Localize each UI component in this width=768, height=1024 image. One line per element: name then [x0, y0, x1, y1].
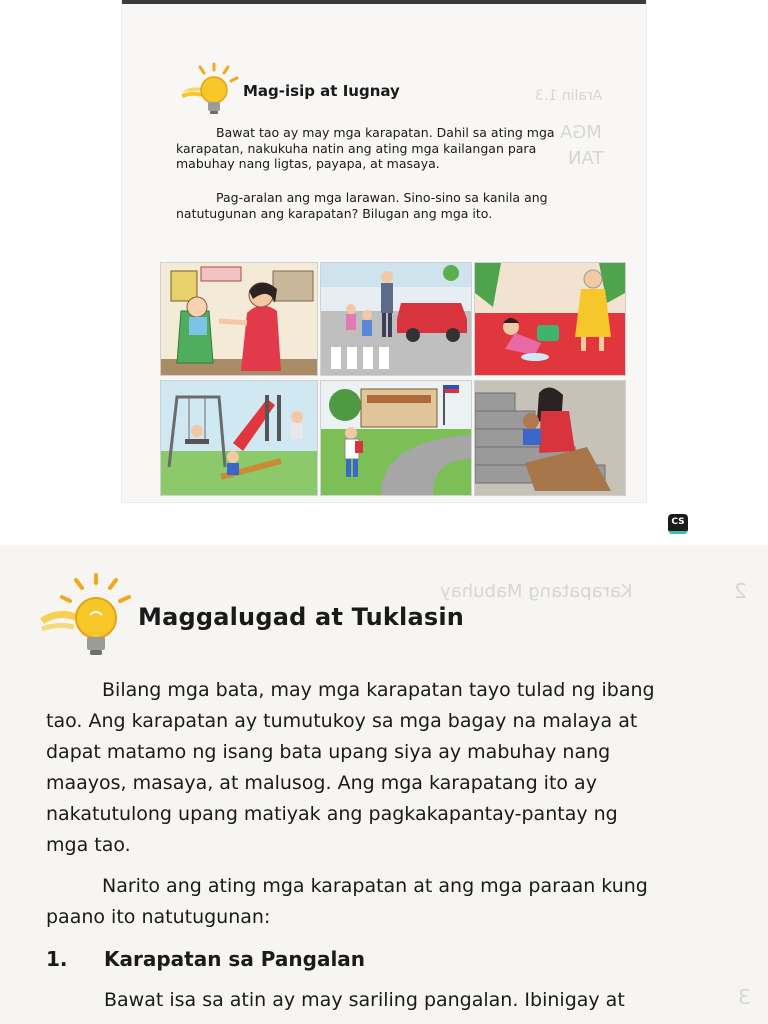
bleed-through-text: Karapatang Mabuhay: [440, 581, 633, 602]
playground-children-illustration: [160, 380, 318, 496]
text-line: mga tao.: [46, 834, 131, 856]
bleed-through-text: TAN: [568, 148, 604, 169]
text-line: Bawat tao ay may mga karapatan. Dahil sa ating mga: [216, 125, 555, 140]
bleed-through-text: Aralin 1.3: [535, 88, 603, 104]
text-line: mabuhay nang ligtas, payapa, at masaya.: [176, 156, 440, 171]
camscanner-badge: CS: [668, 514, 688, 534]
crossing-guard-street-illustration: [320, 262, 472, 376]
bleed-through-text: MGA: [560, 122, 602, 143]
paragraph-rights-definition: [46, 675, 746, 861]
paragraph-rights-intro: [176, 125, 596, 172]
child-walking-to-school-illustration: [320, 380, 472, 496]
text-line: Bilang mga bata, may mga karapatan tayo tulad ng ibang: [102, 679, 655, 701]
list-item-number: 1.: [46, 947, 68, 971]
text-line: paano ito natutugunan:: [46, 906, 271, 928]
text-line: Pag-aralan ang mga larawan. Sino-sino sa kanila ang: [216, 190, 548, 205]
child-scrubbing-floor-illustration: [474, 262, 626, 376]
text-line: dapat matamo ng isang bata upang siya ay mabuhay nang: [46, 741, 611, 763]
bleed-through-text: 2: [734, 579, 747, 603]
list-item-title: Karapatan sa Pangalan: [104, 947, 366, 971]
text-line: Narito ang ating mga karapatan at ang mga paraan kung: [102, 875, 648, 897]
text-line: maayos, masaya, at malusog. Ang mga karapatang ito ay: [46, 772, 597, 794]
text-line: nakatutulong upang matiyak ang pagkakapantay-pantay ng: [46, 803, 618, 825]
lightbulb-icon: [40, 573, 132, 663]
text-line: natutugunan ang karapatan? Bilugan ang mga ito.: [176, 205, 493, 221]
illustration-grid: [160, 262, 626, 494]
lightbulb-icon: [180, 62, 240, 118]
text-line: tao. Ang karapatan ay tumutukoy sa mga bagay na malaya at: [46, 710, 638, 732]
text-line: karapatan, nakukuha natin ang ating mga kailangan para: [176, 140, 537, 156]
section-heading-maggalugad: Maggalugad at Tuklasin: [138, 603, 465, 631]
mother-feeding-baby-illustration: [160, 262, 318, 376]
list-item-text: Bawat isa sa atin ay may sariling pangalan. Ibinigay at: [104, 989, 625, 1011]
bleed-through-text: 3: [738, 985, 751, 1009]
bottom-page: [0, 545, 768, 1024]
section-heading-mag-isip: Mag-isip at Iugnay: [243, 82, 400, 100]
sheet-top-edge: [122, 0, 646, 4]
paragraph-list-intro: [46, 871, 746, 933]
paragraph-instructions: [176, 190, 596, 221]
mother-child-on-stairs-illustration: [474, 380, 626, 496]
